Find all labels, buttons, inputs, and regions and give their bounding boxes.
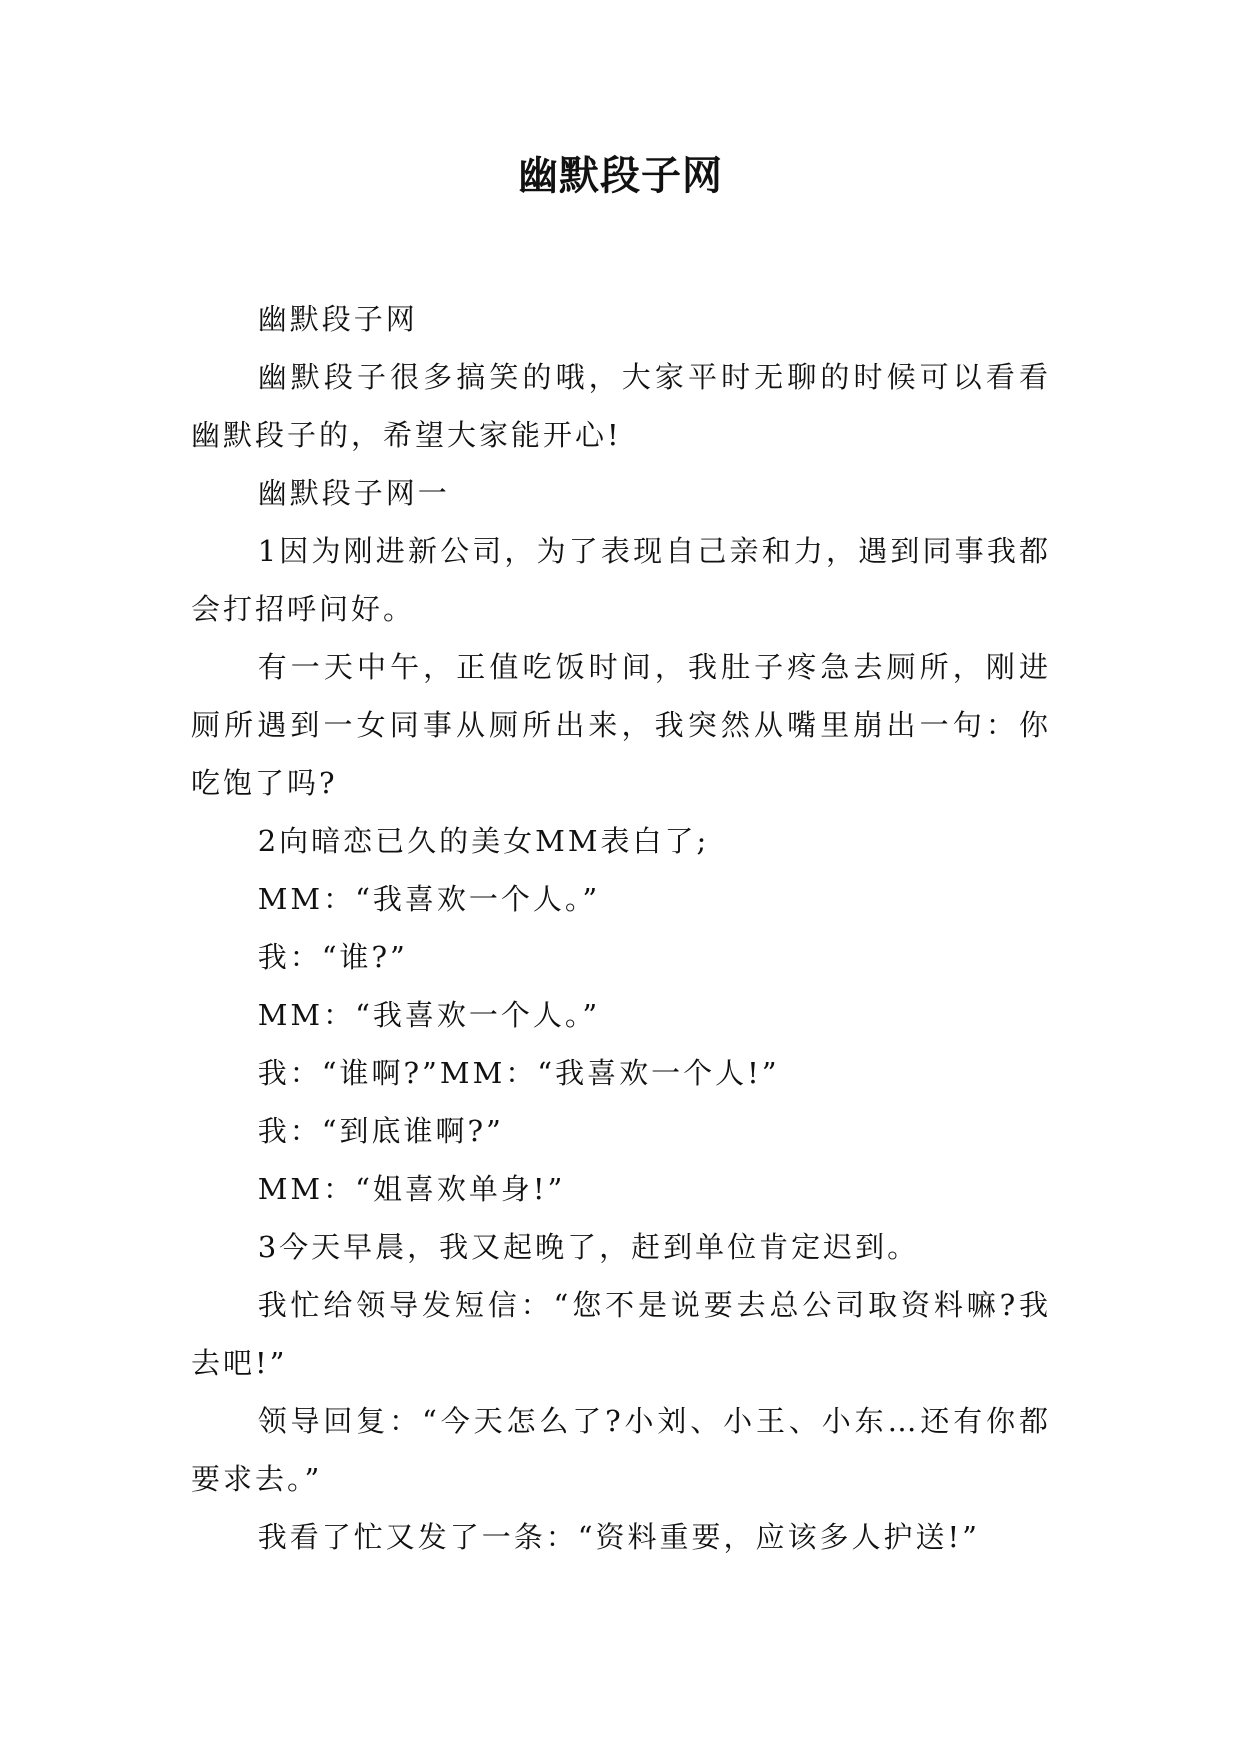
document-title: 幽默段子网 bbox=[518, 152, 723, 199]
paragraph: 幽默段子很多搞笑的哦，大家平时无聊的时候可以看看幽默段子的，希望大家能开心! bbox=[191, 360, 1051, 452]
paragraph: 我：“谁?” bbox=[257, 940, 408, 974]
paragraph: 我忙给领导发短信：“您不是说要去总公司取资料嘛?我去吧!” bbox=[191, 1288, 1051, 1380]
paragraph: MM：“我喜欢一个人。” bbox=[257, 998, 601, 1032]
paragraph: 我：“到底谁啊?” bbox=[257, 1114, 504, 1148]
paragraph: MM：“我喜欢一个人。” bbox=[257, 882, 601, 916]
paragraph: 有一天中午，正值吃饭时间，我肚子疼急去厕所，刚进厕所遇到一女同事从厕所出来，我突然从嘴里崩出一句：你吃饱了吗? bbox=[191, 650, 1051, 800]
paragraph: 1因为刚进新公司，为了表现自己亲和力，遇到同事我都会打招呼问好。 bbox=[191, 534, 1051, 626]
paragraph: 我看了忙又发了一条：“资料重要，应该多人护送!” bbox=[257, 1520, 980, 1554]
paragraph: 2向暗恋已久的美女MM表白了; bbox=[257, 824, 710, 858]
paragraph: MM：“姐喜欢单身!” bbox=[257, 1172, 566, 1206]
document-body bbox=[191, 290, 1051, 1566]
paragraph: 我：“谁啊?”MM：“我喜欢一个人!” bbox=[257, 1056, 780, 1090]
paragraph: 幽默段子网 bbox=[257, 302, 418, 336]
paragraph: 3今天早晨，我又起晚了，赶到单位肯定迟到。 bbox=[257, 1230, 920, 1264]
paragraph: 幽默段子网一 bbox=[257, 476, 450, 510]
paragraph: 领导回复：“今天怎么了?小刘、小王、小东…还有你都要求去。” bbox=[191, 1404, 1051, 1496]
